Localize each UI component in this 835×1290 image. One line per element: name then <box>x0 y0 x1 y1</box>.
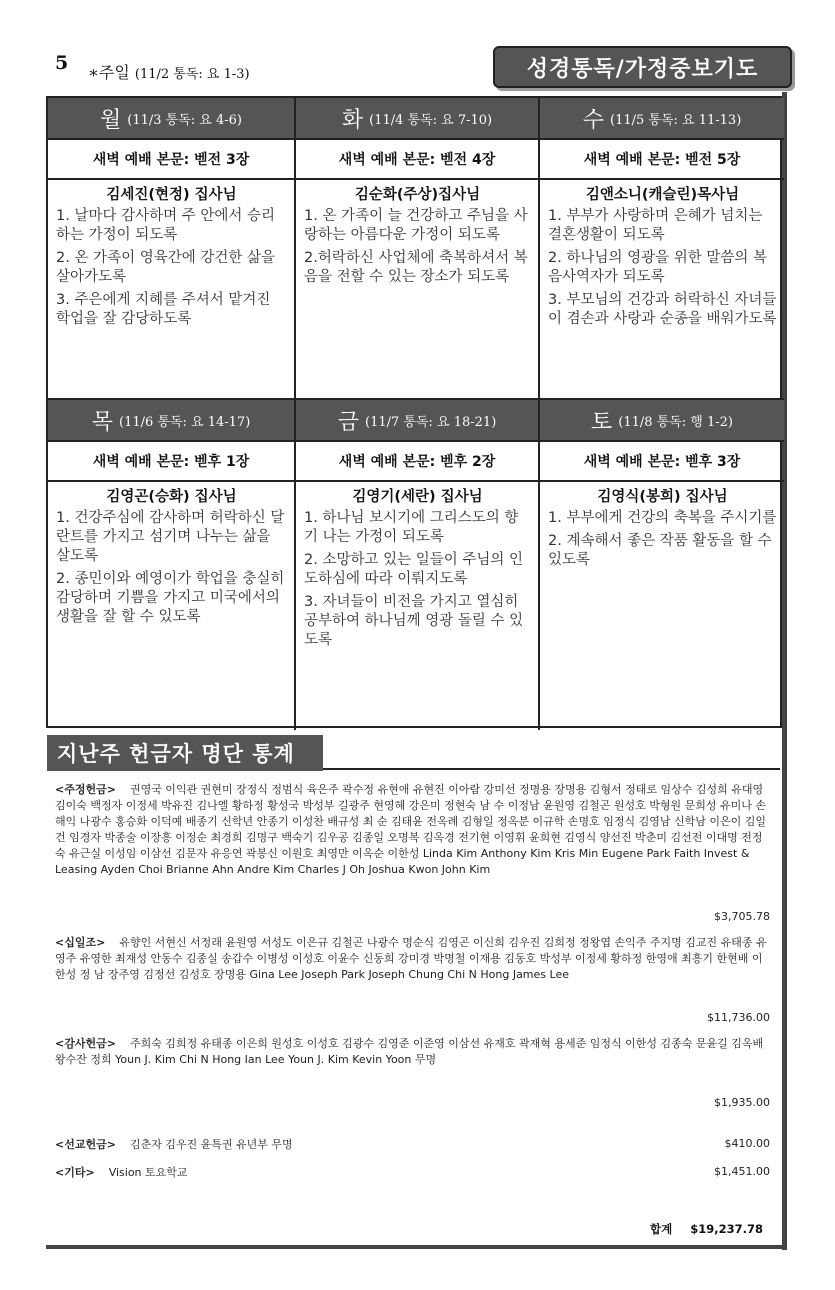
prayer-body <box>48 482 294 631</box>
day-header <box>296 400 538 442</box>
day-header <box>296 98 538 140</box>
prayer-item: 3. 부모님의 건강과 허락하신 자녀들이 겸손과 사랑과 순종을 배워가도록 <box>548 292 777 327</box>
offering-amount: $1,451.00 <box>714 1165 770 1178</box>
offering-label: <주정헌금> <box>55 783 116 796</box>
day-name: 금 <box>337 409 359 435</box>
prayer-item: 2.허락하신 사업체에 축복하셔서 복음을 전할 수 있는 장소가 되도록 <box>304 250 528 285</box>
day-name: 목 <box>91 409 113 435</box>
prayer-item: 1. 하나님 보시기에 그리스도의 향기 나는 가정이 되도록 <box>304 510 519 545</box>
prayer-leader: 김영곤(승화) 집사님 <box>106 489 237 505</box>
sunday-label: ∗주일 <box>88 63 130 82</box>
prayer-item: 2. 하나님의 영광을 위한 말씀의 복음사역자가 되도록 <box>548 250 767 285</box>
day-header <box>48 98 294 140</box>
offering-section <box>55 1036 770 1068</box>
day-reading: (11/5 통독: 요 11-13) <box>610 112 742 128</box>
prayer-body <box>296 482 538 654</box>
prayer-body <box>296 180 538 291</box>
total-label: 합계 <box>650 1222 673 1236</box>
offering-names: 권영국 이익관 권현미 장정식 정범식 육은주 곽수정 유현애 유현진 이아람 강미선 정명용 장명용 김형서 정태로 임상수 김성희 유대영 김이숙 백정자 이정세 박유진 김나엘 황하정 황성국 박성부 길광주 현영혜 강은미 정현숙 남 수 이정남 윤원영 김철곤 원성호 박형원 문희성 유미나 손해익 나광수 홍승화 이덕예 배종기 신학년 안종기 이성찬 배규성 최 순 김태윤 전옥례 김형일 정옥분 이규학 손명호 임정식 김영남 신학남 이은이 김일건 임경자 박종술 이장흥 이정순 최경희 김명구 백숙기 김우공 김종일 오명복 김옥경 전기현 이영휘 윤희현 김영식 양선진 박춘미 김선전 이대명 전정숙 유근실 이성임 이삼선 김문자 유응연 곽봉신 이원호 최영만 이옥순 이한성 Linda Kim Anthony Kim Kris Min Eugene Park Faith Invest & Leasing Ayden Choi Brianne Ahn Andre Kim Charles J Oh Joshua Kwon John Kim <box>55 783 766 876</box>
total-amount: $19,237.78 <box>690 1222 763 1236</box>
day-reading: (11/8 통독: 행 1-2) <box>618 414 733 430</box>
prayer-cell <box>48 400 296 730</box>
prayer-cell <box>540 400 784 730</box>
offering-section <box>55 782 770 878</box>
day-header <box>48 400 294 442</box>
stats-title: 지난주 헌금자 명단 통계 <box>47 735 323 771</box>
prayer-item: 2. 계속해서 좋은 작품 활동을 할 수 있도록 <box>548 533 772 568</box>
offering-section <box>55 935 770 983</box>
sunday-ref: (11/2 통독: 요 1-3) <box>134 67 250 82</box>
offering-label: <기타> <box>55 1166 95 1179</box>
offering-section <box>55 1137 770 1153</box>
offering-total <box>650 1221 763 1237</box>
prayer-leader: 김앤소니(캐슬린)목사님 <box>585 187 740 203</box>
day-name: 수 <box>582 107 604 133</box>
day-reading: (11/7 통독: 요 18-21) <box>365 414 497 430</box>
offering-label: <감사헌금> <box>55 1037 116 1050</box>
dawn-sermon-text: 새벽 예배 본문: 벧전 5장 <box>540 140 784 180</box>
dawn-sermon-text: 새벽 예배 본문: 벧후 2장 <box>296 442 538 482</box>
page-number: 5 <box>55 52 69 74</box>
prayer-item: 1. 부부에게 건강의 축복을 주시기를 <box>548 510 777 526</box>
prayer-item: 3. 자녀들이 비전을 가지고 열심히 공부하여 하나님께 영광 돌릴 수 있도록 <box>304 594 524 648</box>
offering-amount: $11,736.00 <box>707 1011 770 1024</box>
offering-section <box>55 1165 770 1181</box>
prayer-item: 1. 부부가 사랑하며 은혜가 넘치는 결혼생활이 되도록 <box>548 208 763 243</box>
prayer-item: 1. 날마다 감사하며 주 안에서 승리하는 가정이 되도록 <box>56 208 275 243</box>
prayer-cell <box>296 98 540 400</box>
offering-amount: $1,935.00 <box>714 1096 770 1109</box>
prayer-item: 2. 종민이와 예영이가 학업을 충실히 감당하며 기쁨을 가지고 미국에서의 생활을 잘 할 수 있도록 <box>56 571 285 625</box>
day-header <box>540 98 784 140</box>
dawn-sermon-text: 새벽 예배 본문: 벧후 1장 <box>48 442 294 482</box>
prayer-item: 2. 소망하고 있는 일들이 주님의 인도하심에 따라 이뤄지도록 <box>304 552 523 587</box>
prayer-grid <box>46 96 782 728</box>
prayer-body <box>540 482 784 574</box>
dawn-sermon-text: 새벽 예배 본문: 벧전 3장 <box>48 140 294 180</box>
sunday-reading <box>88 60 250 83</box>
dawn-sermon-text: 새벽 예배 본문: 벧전 4장 <box>296 140 538 180</box>
day-name: 토 <box>591 409 613 435</box>
section-header: 성경통독/가정중보기도 <box>493 46 792 88</box>
offering-amount: $3,705.78 <box>714 910 770 923</box>
prayer-item: 1. 건강주심에 감사하며 허락하신 달란트를 가지고 섬기며 나누는 삶을 살도록 <box>56 510 285 564</box>
offering-names: 김춘자 김우진 윤특권 유년부 무명 <box>129 1138 293 1151</box>
day-name: 화 <box>341 107 364 133</box>
day-header <box>540 400 784 442</box>
prayer-cell <box>540 98 784 400</box>
prayer-leader: 김세진(현정) 집사님 <box>106 187 237 203</box>
day-reading: (11/6 통독: 요 14-17) <box>119 414 251 430</box>
prayer-leader: 김순화(주상)집사님 <box>354 187 481 203</box>
prayer-cell <box>296 400 540 730</box>
dawn-sermon-text: 새벽 예배 본문: 벧후 3장 <box>540 442 784 482</box>
offering-amount: $410.00 <box>724 1137 770 1150</box>
prayer-leader: 김영식(봉희) 집사님 <box>597 489 728 505</box>
day-reading: (11/3 통독: 요 4-6) <box>127 112 242 128</box>
offering-names: 유향인 서현신 서정래 윤원영 서성도 이은규 김철곤 나광수 명순식 김영곤 이신희 김우진 김희정 정왕엽 손익주 주지명 김교진 유태종 유영주 유영한 최재성 안동수 김종실 송갑수 이병성 이성호 이윤수 신동희 강미경 박명철 이재용 김동호 박성부 이정세 황하정 한영애 최흥기 한현배 이한성 정 남 장주영 김정선 김성호 장명용 Gina Lee Joseph Park Joseph Chung Chi N Hong James Lee <box>55 936 767 981</box>
page-border-bottom <box>46 1245 787 1249</box>
prayer-cell <box>48 98 296 400</box>
offering-names: 주희숙 김희정 유태종 이은희 원성호 이성호 김광수 김영준 이준영 이삼선 유재호 곽재혁 용세준 임정식 이한성 김종숙 문윤길 김옥배 왕수잔 정희 Youn J. Kim Chi N Hong Ian Lee Youn J. Kim Kevin Yoon 무명 <box>55 1037 764 1066</box>
prayer-leader: 김영기(세란) 집사님 <box>352 489 483 505</box>
day-name: 월 <box>100 107 122 133</box>
offering-names: Vision 토요학교 <box>108 1166 188 1179</box>
offering-label: <십일조> <box>55 936 106 949</box>
stats-divider <box>323 768 780 770</box>
prayer-item: 1. 온 가족이 늘 건강하고 주님을 사랑하는 아름다운 가정이 되도록 <box>304 208 528 243</box>
prayer-item: 2. 온 가족이 영육간에 강건한 삶을 살아가도록 <box>56 250 275 285</box>
offering-label: <선교헌금> <box>55 1138 116 1151</box>
prayer-body <box>48 180 294 333</box>
prayer-item: 3. 주은에게 지혜를 주셔서 맡겨진 학업을 잘 감당하도록 <box>56 292 271 327</box>
prayer-body <box>540 180 784 333</box>
day-reading: (11/4 통독: 요 7-10) <box>369 112 493 128</box>
